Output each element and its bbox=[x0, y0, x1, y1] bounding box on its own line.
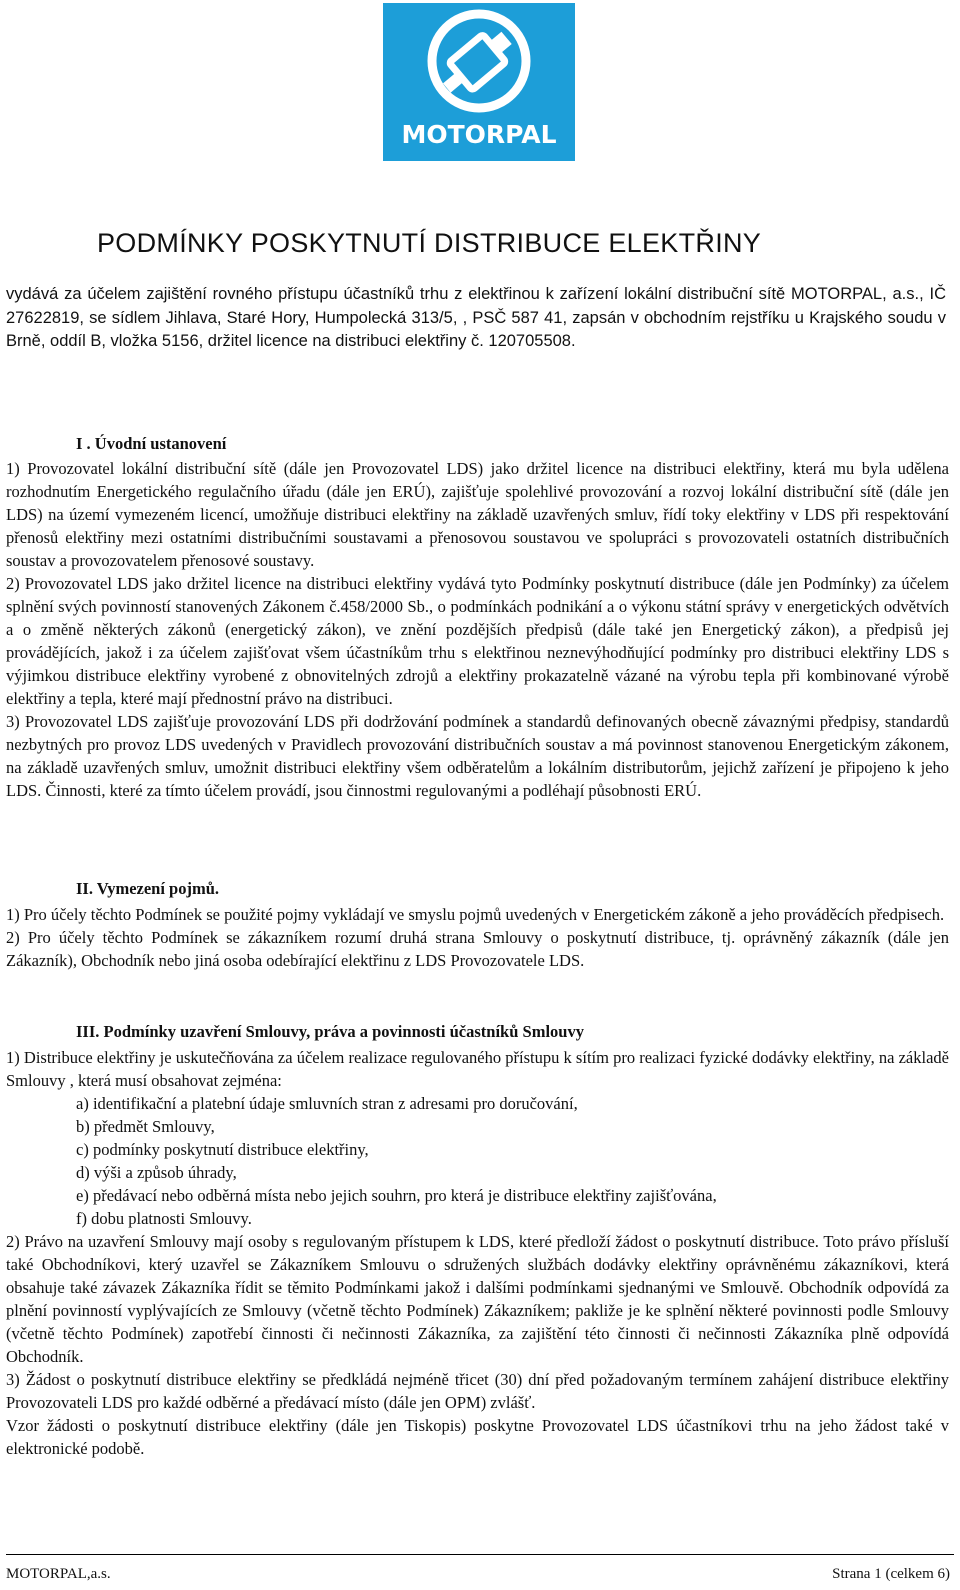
section-2-paragraph: 2) Pro účely těchto Podmínek se zákazníkem rozumí druhá strana Smlouvy o poskytnutí distribuce, tj. oprávněný zákazník (dále jen Zákazník), Obchodník nebo jiná osoba odebírající elektřinu z LDS Provozovatele LDS. bbox=[6, 928, 949, 970]
section-3-heading: III. Podmínky uzavření Smlouvy, práva a povinnosti účastníků Smlouvy bbox=[76, 1022, 584, 1041]
section-2-heading: II. Vymezení pojmů. bbox=[76, 879, 220, 898]
list-item: c) podmínky poskytnutí distribuce elektřiny, bbox=[76, 1140, 369, 1159]
list-item: e) předávací nebo odběrná místa nebo jejich souhrn, pro která je distribuce elektřiny zajišťována, bbox=[76, 1186, 717, 1205]
section-3-paragraph: 3) Žádost o poskytnutí distribuce elektřiny se předkládá nejméně třicet (30) dní před požadovaným termínem zahájení distribuce elektřiny Provozovateli LDS pro každé odběrné a předávací místo (dále jen OPM) zvlášť. bbox=[6, 1370, 949, 1412]
section-2-body bbox=[6, 903, 949, 972]
document-title: PODMÍNKY POSKYTNUTÍ DISTRIBUCE ELEKTŘINY bbox=[97, 228, 762, 258]
section-1-heading: I . Úvodní ustanovení bbox=[76, 434, 227, 453]
list-item: f) dobu platnosti Smlouvy. bbox=[76, 1209, 252, 1228]
section-1-paragraph: 3) Provozovatel LDS zajišťuje provozování LDS při dodržování podmínek a standardů definovaných obecně závaznými předpisy, standardů nezbytných pro provoz LDS uvedených v Pravidlech provozování distribučních soustav a má povinnost stanovenou Energetickým zákonem, na základě uzavřených smluv, umožnit distribuci elektřiny všem odběratelům a lokálním distributorům, jejichž zařízení je připojeno k jeho LDS. Činnosti, které za tímto účelem provádí, jsou činnostmi regulovanými a podléhají působnosti ERÚ. bbox=[6, 712, 949, 800]
list-item: a) identifikační a platební údaje smluvních stran z adresami pro doručování, bbox=[76, 1094, 578, 1113]
section-3-body bbox=[6, 1046, 949, 1460]
section-1-body bbox=[6, 457, 949, 802]
logo-text: MOTORPAL bbox=[401, 120, 557, 149]
footer-divider bbox=[6, 1554, 954, 1555]
list-item: b) předmět Smlouvy, bbox=[76, 1117, 215, 1136]
contract-requirements-list bbox=[6, 1092, 949, 1230]
section-1-paragraph: 1) Provozovatel lokální distribuční sítě (dále jen Provozovatel LDS) jako držitel licence na distribuci elektřiny, která mu byla udělena rozhodnutím Energetického regulačního úřadu (dále jen ERÚ), zajišťuje spolehlivé provozování a rozvoj lokální distribuční sítě (dále jen LDS) na území vymezeném licencí, umožňuje distribuci elektřiny na základě uzavřených smluv, řídí toky elektřiny v LDS při respektování přenosů elektřiny mezi ostatními distribučními soustavami a přenosovou soustavou ve spolupráci s provozovateli ostatních distribučních soustav a provozovatelem přenosové soustavy. bbox=[6, 459, 949, 570]
section-3-paragraph: 1) Distribuce elektřiny je uskutečňována za účelem realizace regulovaného přístupu k sítím pro realizaci fyzické dodávky elektřiny, na základě Smlouvy , která musí obsahovat zejména: bbox=[6, 1048, 949, 1090]
intro-paragraph: vydává za účelem zajištění rovného přístupu účastníků trhu z elektřinou k zařízení lokální distribuční sítě MOTORPAL, a.s., IČ 27622819, se sídlem Jihlava, Staré Hory, Humpolecká 313/5, , PSČ 587 41, zapsán v obchodním rejstříku u Krajského soudu v Brně, oddíl B, vložka 5156, držitel licence na distribuci elektřiny č. 120705508. bbox=[6, 285, 946, 350]
section-3-paragraph: 2) Právo na uzavření Smlouvy mají osoby s regulovaným přístupem k LDS, které předloží žádost o poskytnutí distribuce. Toto právo přísluší také Obchodníkovi, který uzavřel se Zákazníkem Smlouvu o sdružených službách dodávky elektřiny oprávněnému zákazníkovi, která obsahuje také závazek Zákazníka řídit se těmito Podmínkami jakož i dalšími podmínkami sjednanými ve Smlouvě. Obchodník odpovídá za plnění povinností vyplývajících ze Smlouvy (včetně těchto Podmínek) Zákazníkem; pakliže je ke splnění některé povinnosti podle Smlouvy (včetně těchto Podmínek) zapotřebí činnosti či nečinnosti Zákazníka, za zajištění této činnosti či nečinnosti Zákazníka plně odpovídá Obchodník. bbox=[6, 1232, 949, 1366]
section-3-paragraph: Vzor žádosti o poskytnutí distribuce elektřiny (dále jen Tiskopis) poskytne Provozovatel LDS účastníkovi trhu na jeho žádost také v elektronické podobě. bbox=[6, 1416, 949, 1458]
footer-company: MOTORPAL,a.s. bbox=[6, 1566, 111, 1582]
motorpal-logo bbox=[383, 3, 575, 161]
section-1-paragraph: 2) Provozovatel LDS jako držitel licence na distribuci elektřiny vydává tyto Podmínky poskytnutí distribuce (dále jen Podmínky) za účelem splnění svých povinností stanovených Zákonem č.458/2000 Sb., o podmínkách podnikání a o výkonu státní správy v energetických odvětvích a o změně některých zákonů (energetický zákon), ve znění pozdějších předpisů (dále také jen Energetický zákon), a předpisů jej provádějících, jakož i za účelem zajišťovat všem účastníkům trhu s elektřinou neznevýhodňující podmínky pro distribuci elektřiny LDS s výjimkou distribuce elektřiny vyrobené z obnovitelných zdrojů a elektřiny prokazatelně vázané na výrobu tepla při kombinované výrobě elektřiny a tepla, které mají přednostní právo na distribuci. bbox=[6, 574, 949, 708]
footer-page-number: Strana 1 (celkem 6) bbox=[832, 1566, 950, 1582]
section-2-paragraph: 1) Pro účely těchto Podmínek se použité pojmy vykládají ve smyslu pojmů uvedených v Energetickém zákoně a jeho prováděcích předpisech. bbox=[6, 905, 945, 924]
list-item: d) výši a způsob úhrady, bbox=[76, 1163, 237, 1182]
